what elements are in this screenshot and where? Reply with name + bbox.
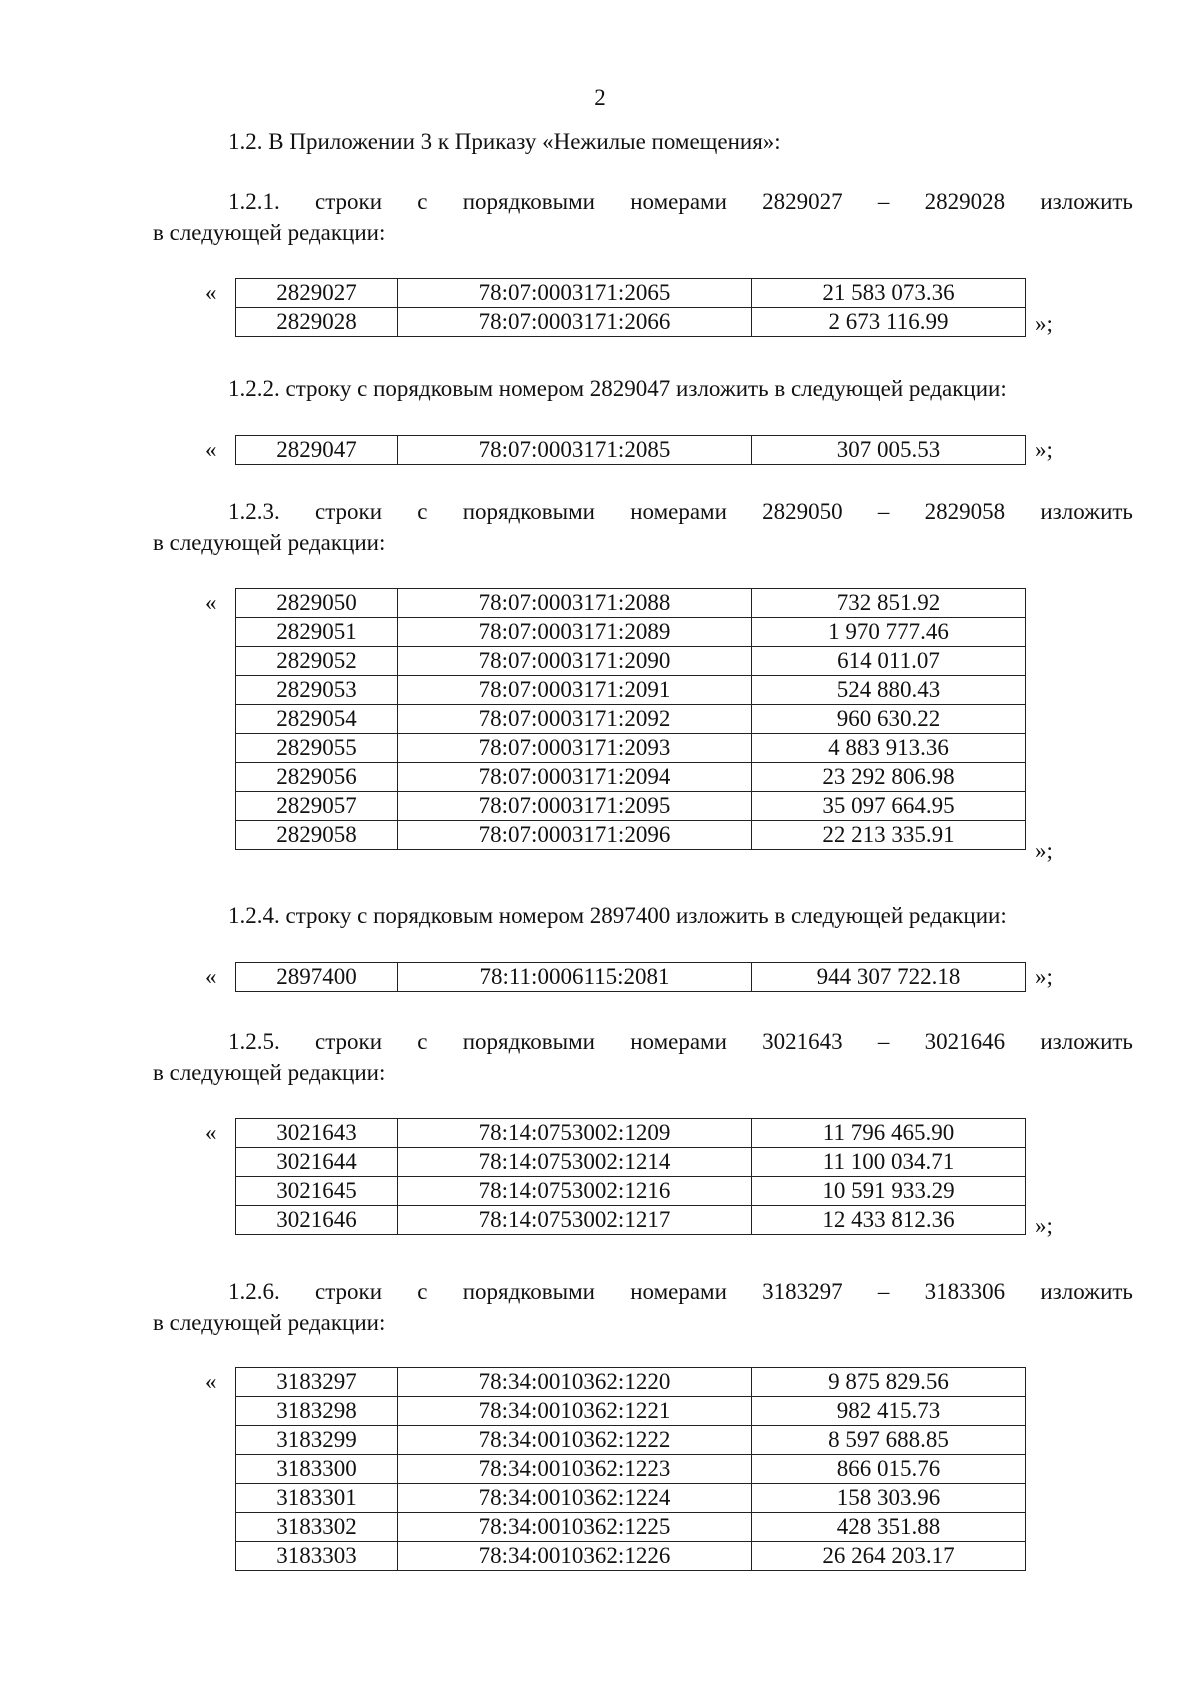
row-number-cell: 2829050 (236, 589, 398, 618)
title-word: 3021646 (924, 1029, 1006, 1054)
table-row (236, 1426, 1026, 1455)
value-cell: 22 213 335.91 (752, 821, 1026, 850)
title-line-1 (153, 186, 1133, 217)
value-cell: 1 970 777.46 (752, 618, 1026, 647)
value-cell: 732 851.92 (752, 589, 1026, 618)
title-line-2: в следующей редакции: (153, 530, 386, 555)
row-number-cell: 2829054 (236, 705, 398, 734)
table-row (236, 1397, 1026, 1426)
title-word: – (877, 499, 890, 524)
cadastral-number-cell: 78:07:0003171:2095 (398, 792, 752, 821)
value-cell: 158 303.96 (752, 1484, 1026, 1513)
table-body (236, 589, 1026, 850)
table-row (236, 279, 1026, 308)
title-word: изложить (1040, 189, 1133, 214)
row-number-cell: 2829027 (236, 279, 398, 308)
value-cell: 982 415.73 (752, 1397, 1026, 1426)
closing-quote: »; (1035, 1213, 1053, 1238)
title-word: 2829027 (762, 189, 843, 214)
value-cell: 12 433 812.36 (752, 1206, 1026, 1235)
row-number-cell: 3183302 (236, 1513, 398, 1542)
title-word: 3183297 (762, 1279, 843, 1304)
table-row (236, 1119, 1026, 1148)
title-word: строки (314, 1029, 383, 1054)
row-number-cell: 3021646 (236, 1206, 398, 1235)
row-number-cell: 2829047 (236, 436, 398, 465)
cadastral-number-cell: 78:34:0010362:1225 (398, 1513, 752, 1542)
table-row (236, 1368, 1026, 1397)
title-word: 1.2.5. (228, 1029, 280, 1054)
table-row (236, 1455, 1026, 1484)
cadastral-number-cell: 78:07:0003171:2094 (398, 763, 752, 792)
title-word: порядковыми (462, 1279, 595, 1304)
cadastral-number-cell: 78:07:0003171:2088 (398, 589, 752, 618)
table-1-2-4 (235, 962, 1026, 992)
title-word: 1.2.1. (228, 189, 280, 214)
row-number-cell: 2829051 (236, 618, 398, 647)
table-row (236, 705, 1026, 734)
table-row (236, 308, 1026, 337)
opening-quote: « (205, 964, 217, 989)
row-number-cell: 2829058 (236, 821, 398, 850)
opening-quote: « (205, 437, 217, 462)
row-number-cell: 2829053 (236, 676, 398, 705)
title-word: номерами (630, 499, 727, 524)
title-word: с (417, 189, 428, 214)
table-row (236, 1177, 1026, 1206)
row-number-cell: 3021643 (236, 1119, 398, 1148)
cadastral-number-cell: 78:07:0003171:2085 (398, 436, 752, 465)
cadastral-number-cell: 78:14:0753002:1216 (398, 1177, 752, 1206)
closing-quote: »; (1035, 964, 1053, 989)
value-cell: 428 351.88 (752, 1513, 1026, 1542)
title-word: 3183306 (924, 1279, 1006, 1304)
row-number-cell: 3021644 (236, 1148, 398, 1177)
cadastral-number-cell: 78:34:0010362:1226 (398, 1542, 752, 1571)
title-word: изложить (1040, 1279, 1133, 1304)
title-word: строки (314, 1279, 383, 1304)
value-cell: 614 011.07 (752, 647, 1026, 676)
cadastral-number-cell: 78:34:0010362:1220 (398, 1368, 752, 1397)
section-1-2-1-title (153, 186, 1133, 248)
cadastral-number-cell: 78:34:0010362:1223 (398, 1455, 752, 1484)
table-row (236, 676, 1026, 705)
row-number-cell: 3183300 (236, 1455, 398, 1484)
title-word: 1.2.6. (228, 1279, 280, 1304)
value-cell: 866 015.76 (752, 1455, 1026, 1484)
value-cell: 960 630.22 (752, 705, 1026, 734)
value-cell: 11 100 034.71 (752, 1148, 1026, 1177)
value-cell: 26 264 203.17 (752, 1542, 1026, 1571)
row-number-cell: 3183299 (236, 1426, 398, 1455)
table-1-2-5 (235, 1118, 1026, 1235)
title-word: 1.2.3. (228, 499, 280, 524)
table-body (236, 1368, 1026, 1571)
section-1-2-2-title: 1.2.2. строку с порядковым номером 2829047 изложить в следующей редакции: (228, 376, 1007, 401)
title-word: изложить (1040, 499, 1133, 524)
closing-quote: »; (1035, 437, 1053, 462)
cadastral-number-cell: 78:07:0003171:2091 (398, 676, 752, 705)
cadastral-number-cell: 78:07:0003171:2092 (398, 705, 752, 734)
title-word: порядковыми (462, 1029, 595, 1054)
table-row (236, 963, 1026, 992)
title-word: – (877, 1029, 890, 1054)
cadastral-number-cell: 78:07:0003171:2090 (398, 647, 752, 676)
table-row (236, 763, 1026, 792)
table-body (236, 436, 1026, 465)
title-word: строки (314, 189, 383, 214)
table-row (236, 734, 1026, 763)
value-cell: 35 097 664.95 (752, 792, 1026, 821)
title-word: с (417, 1279, 428, 1304)
row-number-cell: 2829056 (236, 763, 398, 792)
value-cell: 2 673 116.99 (752, 308, 1026, 337)
cadastral-number-cell: 78:07:0003171:2066 (398, 308, 752, 337)
row-number-cell: 3183301 (236, 1484, 398, 1513)
title-word: изложить (1040, 1029, 1133, 1054)
title-word: с (417, 499, 428, 524)
table-row (236, 618, 1026, 647)
section-1-2-4-title: 1.2.4. строку с порядковым номером 2897400 изложить в следующей редакции: (228, 903, 1007, 928)
row-number-cell: 3021645 (236, 1177, 398, 1206)
row-number-cell: 2829028 (236, 308, 398, 337)
table-body (236, 279, 1026, 337)
value-cell: 944 307 722.18 (752, 963, 1026, 992)
table-row (236, 1206, 1026, 1235)
title-line-2: в следующей редакции: (153, 220, 386, 245)
table-row (236, 1513, 1026, 1542)
page-number: 2 (594, 85, 606, 110)
cadastral-number-cell: 78:34:0010362:1221 (398, 1397, 752, 1426)
title-word: номерами (630, 189, 727, 214)
opening-quote: « (205, 1369, 217, 1394)
section-1-2-6-title (153, 1276, 1133, 1338)
closing-quote: »; (1035, 838, 1053, 863)
table-1-2-3 (235, 588, 1026, 850)
value-cell: 4 883 913.36 (752, 734, 1026, 763)
table-row (236, 647, 1026, 676)
opening-quote: « (205, 1120, 217, 1145)
table-1-2-2 (235, 435, 1026, 465)
table-1-2-1 (235, 278, 1026, 337)
opening-quote: « (205, 280, 217, 305)
table-row (236, 792, 1026, 821)
row-number-cell: 2829057 (236, 792, 398, 821)
title-word: – (877, 189, 890, 214)
title-word: порядковыми (462, 189, 595, 214)
title-word: порядковыми (462, 499, 595, 524)
row-number-cell: 2829055 (236, 734, 398, 763)
title-word: строки (314, 499, 383, 524)
opening-quote: « (205, 590, 217, 615)
cadastral-number-cell: 78:07:0003171:2065 (398, 279, 752, 308)
cadastral-number-cell: 78:14:0753002:1209 (398, 1119, 752, 1148)
table-body (236, 963, 1026, 992)
title-word: номерами (630, 1279, 727, 1304)
row-number-cell: 2897400 (236, 963, 398, 992)
value-cell: 524 880.43 (752, 676, 1026, 705)
title-line-1 (153, 1026, 1133, 1057)
value-cell: 307 005.53 (752, 436, 1026, 465)
table-row (236, 821, 1026, 850)
section-1-2-3-title (153, 496, 1133, 558)
cadastral-number-cell: 78:34:0010362:1222 (398, 1426, 752, 1455)
title-word: 3021643 (762, 1029, 843, 1054)
value-cell: 23 292 806.98 (752, 763, 1026, 792)
cadastral-number-cell: 78:14:0753002:1217 (398, 1206, 752, 1235)
closing-quote: »; (1035, 311, 1053, 336)
cadastral-number-cell: 78:07:0003171:2096 (398, 821, 752, 850)
title-line-2: в следующей редакции: (153, 1310, 386, 1335)
value-cell: 21 583 073.36 (752, 279, 1026, 308)
section-heading: 1.2. В Приложении 3 к Приказу «Нежилые помещения»: (228, 129, 781, 154)
title-line-1 (153, 496, 1133, 527)
row-number-cell: 3183297 (236, 1368, 398, 1397)
cadastral-number-cell: 78:34:0010362:1224 (398, 1484, 752, 1513)
value-cell: 9 875 829.56 (752, 1368, 1026, 1397)
section-1-2-5-title (153, 1026, 1133, 1088)
title-word: 2829050 (762, 499, 843, 524)
row-number-cell: 3183303 (236, 1542, 398, 1571)
title-word: номерами (630, 1029, 727, 1054)
title-word: с (417, 1029, 428, 1054)
table-row (236, 589, 1026, 618)
value-cell: 10 591 933.29 (752, 1177, 1026, 1206)
table-row (236, 1542, 1026, 1571)
row-number-cell: 3183298 (236, 1397, 398, 1426)
cadastral-number-cell: 78:11:0006115:2081 (398, 963, 752, 992)
title-line-2: в следующей редакции: (153, 1060, 386, 1085)
table-row (236, 1148, 1026, 1177)
title-word: – (877, 1279, 890, 1304)
title-word: 2829028 (924, 189, 1006, 214)
cadastral-number-cell: 78:07:0003171:2093 (398, 734, 752, 763)
title-line-1 (153, 1276, 1133, 1307)
row-number-cell: 2829052 (236, 647, 398, 676)
cadastral-number-cell: 78:14:0753002:1214 (398, 1148, 752, 1177)
table-body (236, 1119, 1026, 1235)
table-row (236, 436, 1026, 465)
value-cell: 11 796 465.90 (752, 1119, 1026, 1148)
table-row (236, 1484, 1026, 1513)
table-1-2-6 (235, 1367, 1026, 1571)
value-cell: 8 597 688.85 (752, 1426, 1026, 1455)
title-word: 2829058 (924, 499, 1006, 524)
cadastral-number-cell: 78:07:0003171:2089 (398, 618, 752, 647)
